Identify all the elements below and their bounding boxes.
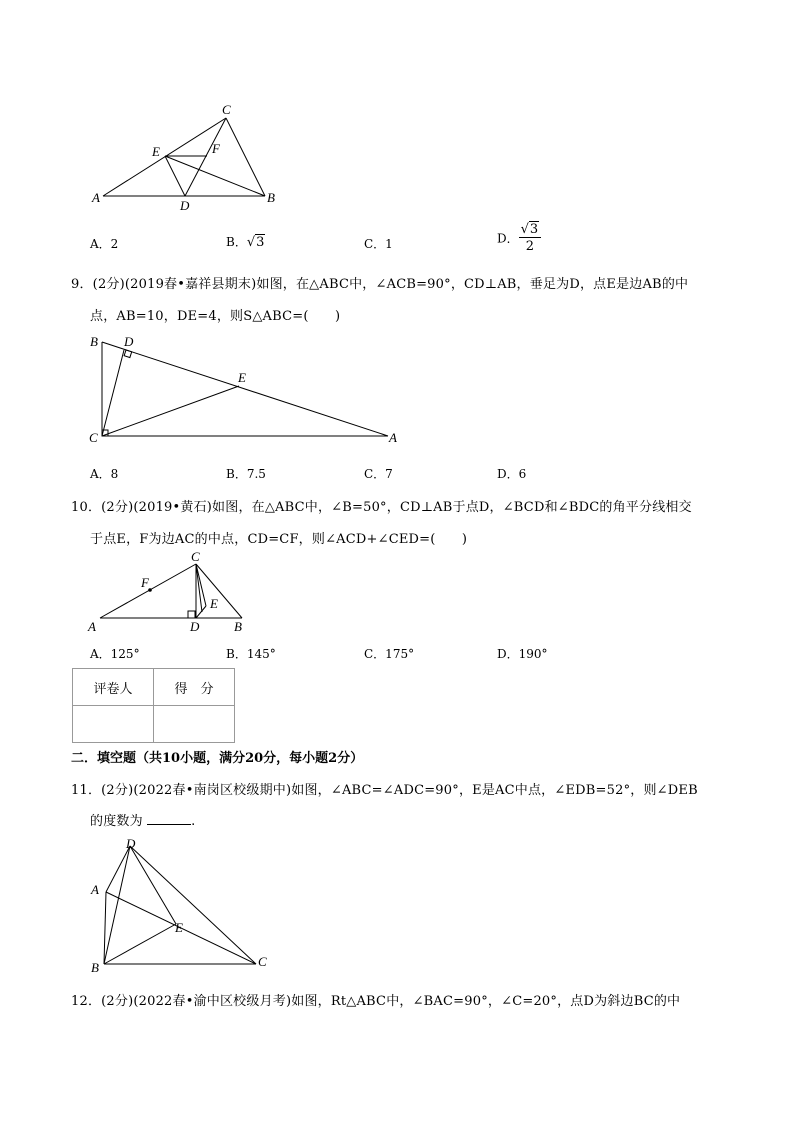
q9-option-c: C．7 (364, 467, 393, 481)
segment-cf-extra (196, 564, 202, 612)
point-label-c: C (89, 430, 98, 445)
score-header: 得 分 (154, 669, 235, 706)
segment-ba (102, 342, 388, 436)
q10-option-b: B．145° (226, 647, 276, 661)
q10-option-c: C．175° (364, 647, 415, 661)
q9-text-line2: 点，AB=10，DE=4，则S△ABC=( ) (90, 309, 341, 324)
reviewer-cell (73, 706, 154, 743)
fraction-numerator: √3 (519, 223, 542, 238)
segment-da (106, 846, 130, 892)
score-table (72, 668, 235, 743)
point-label-b: B (234, 619, 242, 634)
q10-text-line1: 10．(2分)(2019•黄石)如图，在△ABC中，∠B=50°，CD⊥AB于点D，∠BCD和∠BDC的角平分线相交 (71, 500, 692, 515)
option-d-prefix: D． (497, 231, 519, 246)
segment-cd (102, 350, 124, 436)
radicand: 3 (256, 235, 265, 250)
segment-db (104, 846, 130, 964)
score-cell (154, 706, 235, 743)
right-angle-mark-d (124, 350, 132, 358)
segment-ab (104, 892, 106, 964)
sqrt-symbol: √3 (246, 235, 265, 250)
point-label-d: D (126, 836, 136, 851)
answer-blank (147, 812, 191, 825)
segment-be (104, 924, 176, 964)
point-label-b: B (91, 960, 99, 975)
point-label-d: D (180, 198, 190, 213)
point-label-e: E (238, 370, 246, 385)
reviewer-header: 评卷人 (73, 669, 154, 706)
point-label-e: E (210, 596, 218, 611)
segment-dc (130, 846, 256, 964)
point-label-f: F (212, 141, 220, 156)
point-label-d: D (124, 334, 134, 349)
q12-text-line1: 12．(2分)(2022春•渝中区校级月考)如图，Rt△ABC中，∠BAC=90°，∠C=20°，点D为斜边BC的中 (71, 994, 681, 1009)
q8-option-a: A．2 (90, 237, 119, 251)
point-label-a: A (92, 190, 100, 205)
point-label-e: E (175, 920, 183, 935)
fraction (519, 223, 542, 253)
point-label-a: A (91, 882, 99, 897)
segment-de (130, 846, 176, 924)
point-label-c: C (191, 550, 200, 564)
point-label-d: D (190, 619, 200, 634)
q9-text-line1: 9．(2分)(2019春•嘉祥县期末)如图，在△ABC中，∠ACB=90°，CD⊥AB，垂足为D，点E是边AB的中 (71, 277, 689, 292)
q8-option-b (226, 233, 265, 250)
q8-figure (88, 100, 298, 215)
q10-option-a: A．125° (90, 647, 140, 661)
section-title: 二．填空题（共10小题，满分20分，每小题2分） (71, 751, 364, 766)
point-label-a: A (88, 619, 96, 634)
q11-text-line1: 11．(2分)(2022春•南岗区校级期中)如图，∠ABC=∠ADC=90°，E是AC中点，∠EDB=52°，则∠DEB (71, 783, 698, 798)
q8-option-d (497, 223, 541, 253)
q9-figure (84, 330, 404, 450)
segment-ce (102, 386, 239, 436)
fraction-denominator: 2 (525, 239, 535, 254)
segment-eb (165, 156, 265, 196)
q9-option-b: B．7.5 (226, 467, 266, 481)
point-label-f: F (141, 575, 149, 590)
q11-line2-suffix: . (191, 814, 196, 829)
segment-ac (100, 564, 196, 618)
segment-dc (185, 118, 226, 196)
point-label-c: C (222, 102, 231, 117)
q8-option-c: C．1 (364, 237, 393, 251)
point-label-b: B (267, 190, 275, 205)
point-label-c: C (258, 954, 267, 969)
q9-option-a: A．8 (90, 467, 119, 481)
numerator-radicand: 3 (529, 222, 539, 237)
q10-text-line2: 于点E，F为边AC的中点，CD=CF，则∠ACD+∠CED=( ) (90, 532, 468, 547)
segment-cb (226, 118, 265, 196)
q9-option-d: D．6 (497, 467, 527, 481)
point-label-b: B (90, 334, 98, 349)
q10-option-d: D．190° (497, 647, 548, 661)
q11-line2-prefix: 的度数为 (90, 814, 143, 829)
segment-ed (165, 156, 185, 196)
option-b-prefix: B． (226, 235, 247, 249)
q10-figure (84, 550, 264, 635)
point-label-a: A (389, 430, 397, 445)
right-angle-mark-d (188, 611, 195, 618)
q11-text-line2 (90, 810, 196, 829)
q11-figure (84, 836, 284, 978)
point-label-e: E (152, 144, 160, 159)
segment-ac (103, 118, 226, 196)
